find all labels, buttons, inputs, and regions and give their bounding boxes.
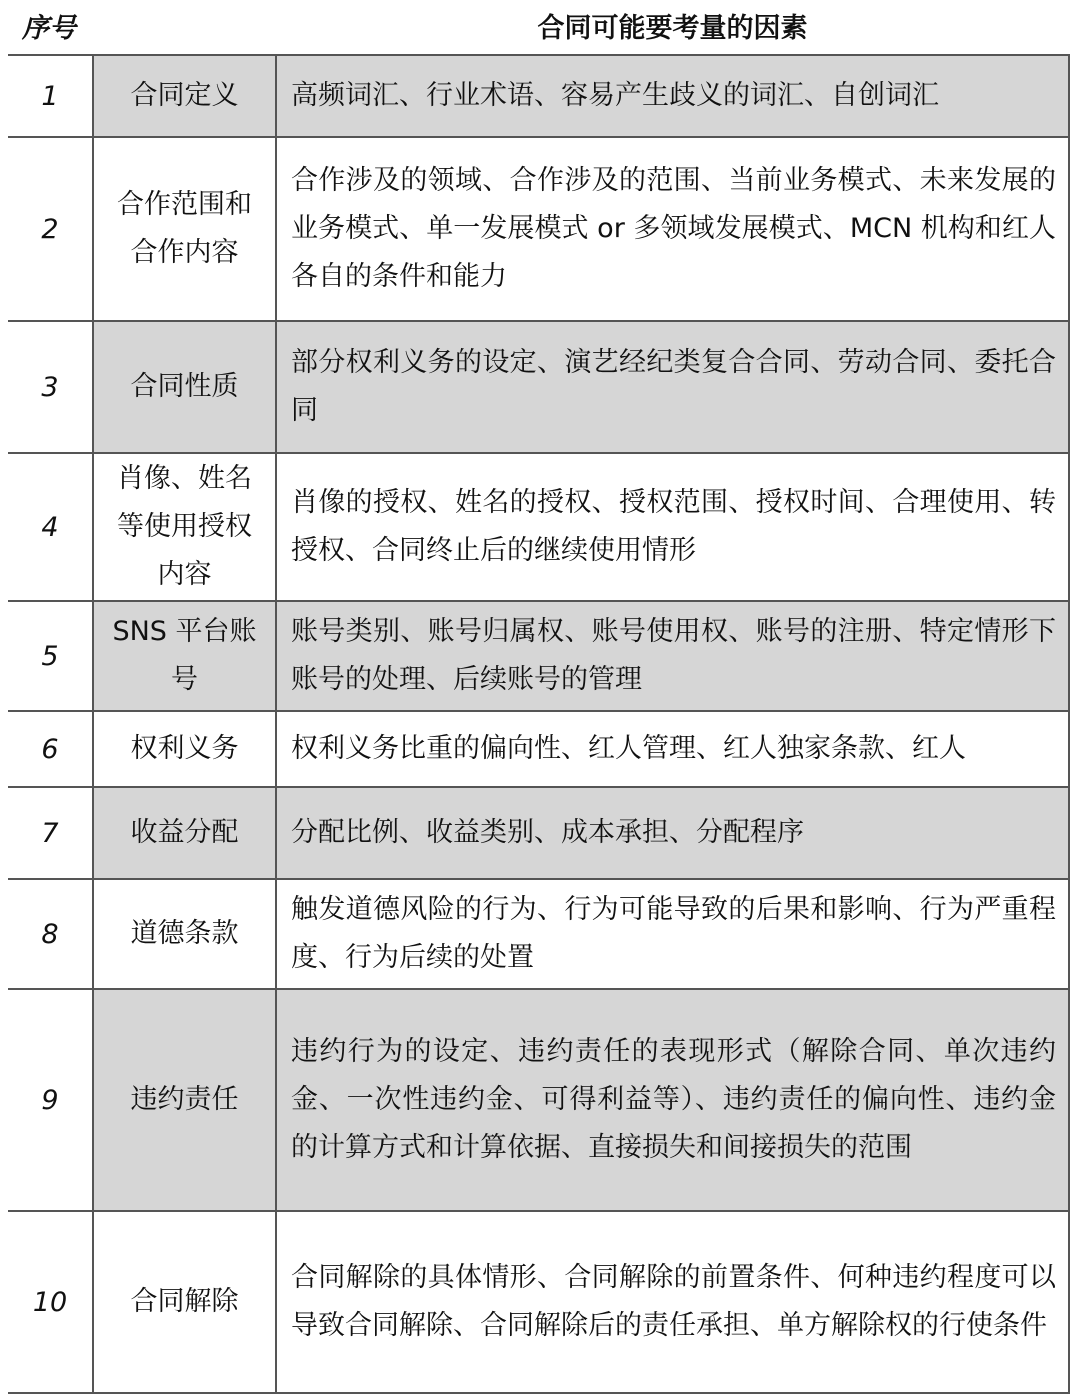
table-row bbox=[8, 453, 1069, 601]
row-description: 权利义务比重的偏向性、红人管理、红人独家条款、红人 bbox=[276, 711, 1069, 787]
table-row bbox=[8, 711, 1069, 787]
row-number: 6 bbox=[8, 711, 93, 787]
row-description: 账号类别、账号归属权、账号使用权、账号的注册、特定情形下账号的处理、后续账号的管理 bbox=[276, 601, 1069, 711]
table-row bbox=[8, 55, 1069, 137]
row-description: 违约行为的设定、违约责任的表现形式（解除合同、单次违约金、一次性违约金、可得利益等）、违约责任的偏向性、违约金的计算方式和计算依据、直接损失和间接损失的范围 bbox=[276, 989, 1069, 1211]
table-header bbox=[0, 0, 1080, 52]
row-description: 高频词汇、行业术语、容易产生歧义的词汇、自创词汇 bbox=[276, 55, 1069, 137]
row-number: 3 bbox=[8, 321, 93, 453]
row-item: SNS 平台账号 bbox=[93, 601, 276, 711]
table-row bbox=[8, 787, 1069, 879]
table-row bbox=[8, 137, 1069, 321]
table-row bbox=[8, 1211, 1069, 1393]
header-contract-factors: 合同可能要考量的因素 bbox=[537, 13, 808, 44]
row-number: 7 bbox=[8, 787, 93, 879]
header-serial-number: 序号 bbox=[22, 13, 76, 44]
row-description: 分配比例、收益类别、成本承担、分配程序 bbox=[276, 787, 1069, 879]
row-number: 2 bbox=[8, 137, 93, 321]
row-description: 触发道德风险的行为、行为可能导致的后果和影响、行为严重程度、行为后续的处置 bbox=[276, 879, 1069, 989]
row-description: 部分权利义务的设定、演艺经纪类复合合同、劳动合同、委托合同 bbox=[276, 321, 1069, 453]
row-number: 4 bbox=[8, 453, 93, 601]
row-number: 8 bbox=[8, 879, 93, 989]
table-row bbox=[8, 989, 1069, 1211]
row-description: 合同解除的具体情形、合同解除的前置条件、何种违约程度可以导致合同解除、合同解除后的责任承担、单方解除权的行使条件 bbox=[276, 1211, 1069, 1393]
row-item: 合作范围和合作内容 bbox=[93, 137, 276, 321]
row-item: 肖像、姓名等使用授权内容 bbox=[93, 453, 276, 601]
row-description: 肖像的授权、姓名的授权、授权范围、授权时间、合理使用、转授权、合同终止后的继续使用情形 bbox=[276, 453, 1069, 601]
row-number: 10 bbox=[8, 1211, 93, 1393]
table-row bbox=[8, 601, 1069, 711]
row-item: 合同性质 bbox=[93, 321, 276, 453]
row-item: 权利义务 bbox=[93, 711, 276, 787]
contract-factors-table bbox=[8, 54, 1070, 1394]
row-description: 合作涉及的领域、合作涉及的范围、当前业务模式、未来发展的业务模式、单一发展模式 or 多领域发展模式、MCN 机构和红人各自的条件和能力 bbox=[276, 137, 1069, 321]
table-row bbox=[8, 879, 1069, 989]
table-row bbox=[8, 321, 1069, 453]
row-item: 合同定义 bbox=[93, 55, 276, 137]
row-number: 9 bbox=[8, 989, 93, 1211]
row-number: 1 bbox=[8, 55, 93, 137]
row-item: 道德条款 bbox=[93, 879, 276, 989]
row-item: 收益分配 bbox=[93, 787, 276, 879]
row-item: 违约责任 bbox=[93, 989, 276, 1211]
row-item: 合同解除 bbox=[93, 1211, 276, 1393]
row-number: 5 bbox=[8, 601, 93, 711]
